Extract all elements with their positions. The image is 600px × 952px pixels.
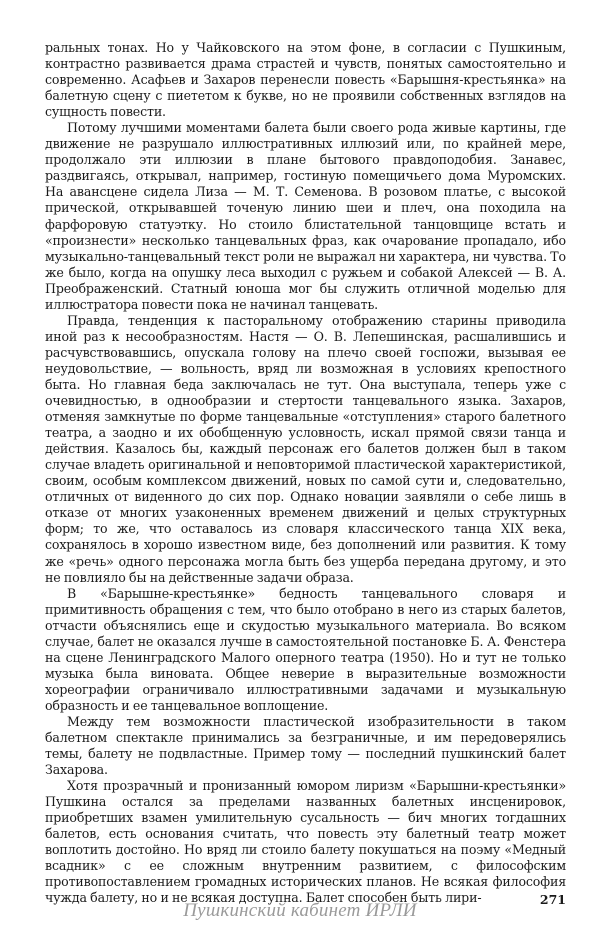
paragraph-2: Потому лучшими моментами балета были своего рода живые картины, где движение не разрушало иллюстративных иллюзий или, по крайней мере, продолжало эти иллюзии в плане бытового правдоподобия. Занавес, раздвигаясь, открывал, например, гостиную помещичьего дома Муромских. На авансцене сидела Лиза — М. Т. Семенова. В розовом платье, с высокой прической, открывавшей точеную линию шеи и плеч, она походила на фарфоровую статуэтку. Но стоило блистательной танцовщице встать и «произнести» несколько танцевальных фраз, как очарование пропадало, ибо музыкально-танцевальный текст роли не выражал ни характера, ни чувства. То же было, когда на опушку леса выходил с ружьем и собакой Алексей — В. А. Преображенский. Статный юноша мог бы служить отличной моделью для иллюстратора повести пока не начинал танцевать. — [45, 120, 566, 312]
paragraph-4: В «Барышне-крестьянке» бедность танцевального словаря и примитивность обращения с тем, что было отобрано в него из старых балетов, отчасти объяснялись еще и скудостью музыкального материала. Во всяком случае, балет не оказался лучше в самостоятельной постановке Б. А. Фенстера на сцене Ленинградского Малого оперного театра (1950). Но и тут не только музыка была виновата. Общее неверие в выразительные возможности хореографии ограничивало иллюстративными задачами и музыкальную образность и ее танцевальное воплощение. — [45, 585, 566, 713]
page-number: 271 — [539, 892, 566, 907]
paragraph-5: Между тем возможности пластической изобразительности в таком балетном спектакле принимались за безграничные, и им передоверялись темы, балету не подвластные. Пример тому — последний пушкинский балет Захарова. — [45, 713, 566, 778]
library-watermark: Пушкинский кабинет ИРЛИ — [183, 900, 417, 921]
paragraph-3: Правда, тенденция к пасторальному отображению старины приводила иной раз к несообразностям. Настя — О. В. Лепешинская, расшалившись и расчувствовавшись, опускала голову на плечо своей госпожи, вызывая ее неудовольствие, — вольность, вряд ли возможная в условиях крепостного быта. Но главная беда заключалась не тут. Она выступала, теперь уже с очевидностью, в однообразии и стертости танцевального языка. Захаров, отменяя замкнутые по форме танцевальные «отступления» старого балетного театра, а заодно и их обобщенную условность, искал прямой связи танца и действия. Казалось бы, каждый персонаж его балетов должен был в таком случае владеть оригинальной и неповторимой пластической характеристикой, своим, особым комплексом движений, новых по самой сути и, следовательно, отличных от виденного до сих пор. Однако новации заявляли о себе лишь в отказе от многих узаконенных временем движений и целых структурных форм; то же, что оставалось из словаря классического танца XIX века, сохранялось в хорошо известном виде, без дополнений или развития. К тому же «речь» одного персонажа могла быть без ущерба передана другому, и это не повлияло бы на действенные задачи образа. — [45, 312, 566, 585]
paragraph-6: Хотя прозрачный и пронизанный юмором лиризм «Барышни-крестьянки» Пушкина остался за пределами названных балетных инсценировок, приобретших взамен умилительную сусальность — бич многих тогдашних балетов, есть основания считать, что повесть эту балетный театр может воплотить достойно. Но вряд ли стоило балету покушаться на поэму «Медный всадник» с ее сложным внутренним развитием, с философским противопоставлением громадных исторических планов. Не всякая философия чужда балету, но и не всякая доступна. Балет способен быть лири- — [45, 778, 566, 906]
paragraph-1: ральных тонах. Но у Чайковского на этом фоне, в согласии с Пушкиным, контрастно развивается драма страстей и чувств, понятых самостоятельно и современно. Асафьев и Захаров перенесли повесть «Барышня-крестьянка» на балетную сцену с пиететом к букве, но не проявили собственных взглядов на сущность повести. — [45, 40, 566, 120]
